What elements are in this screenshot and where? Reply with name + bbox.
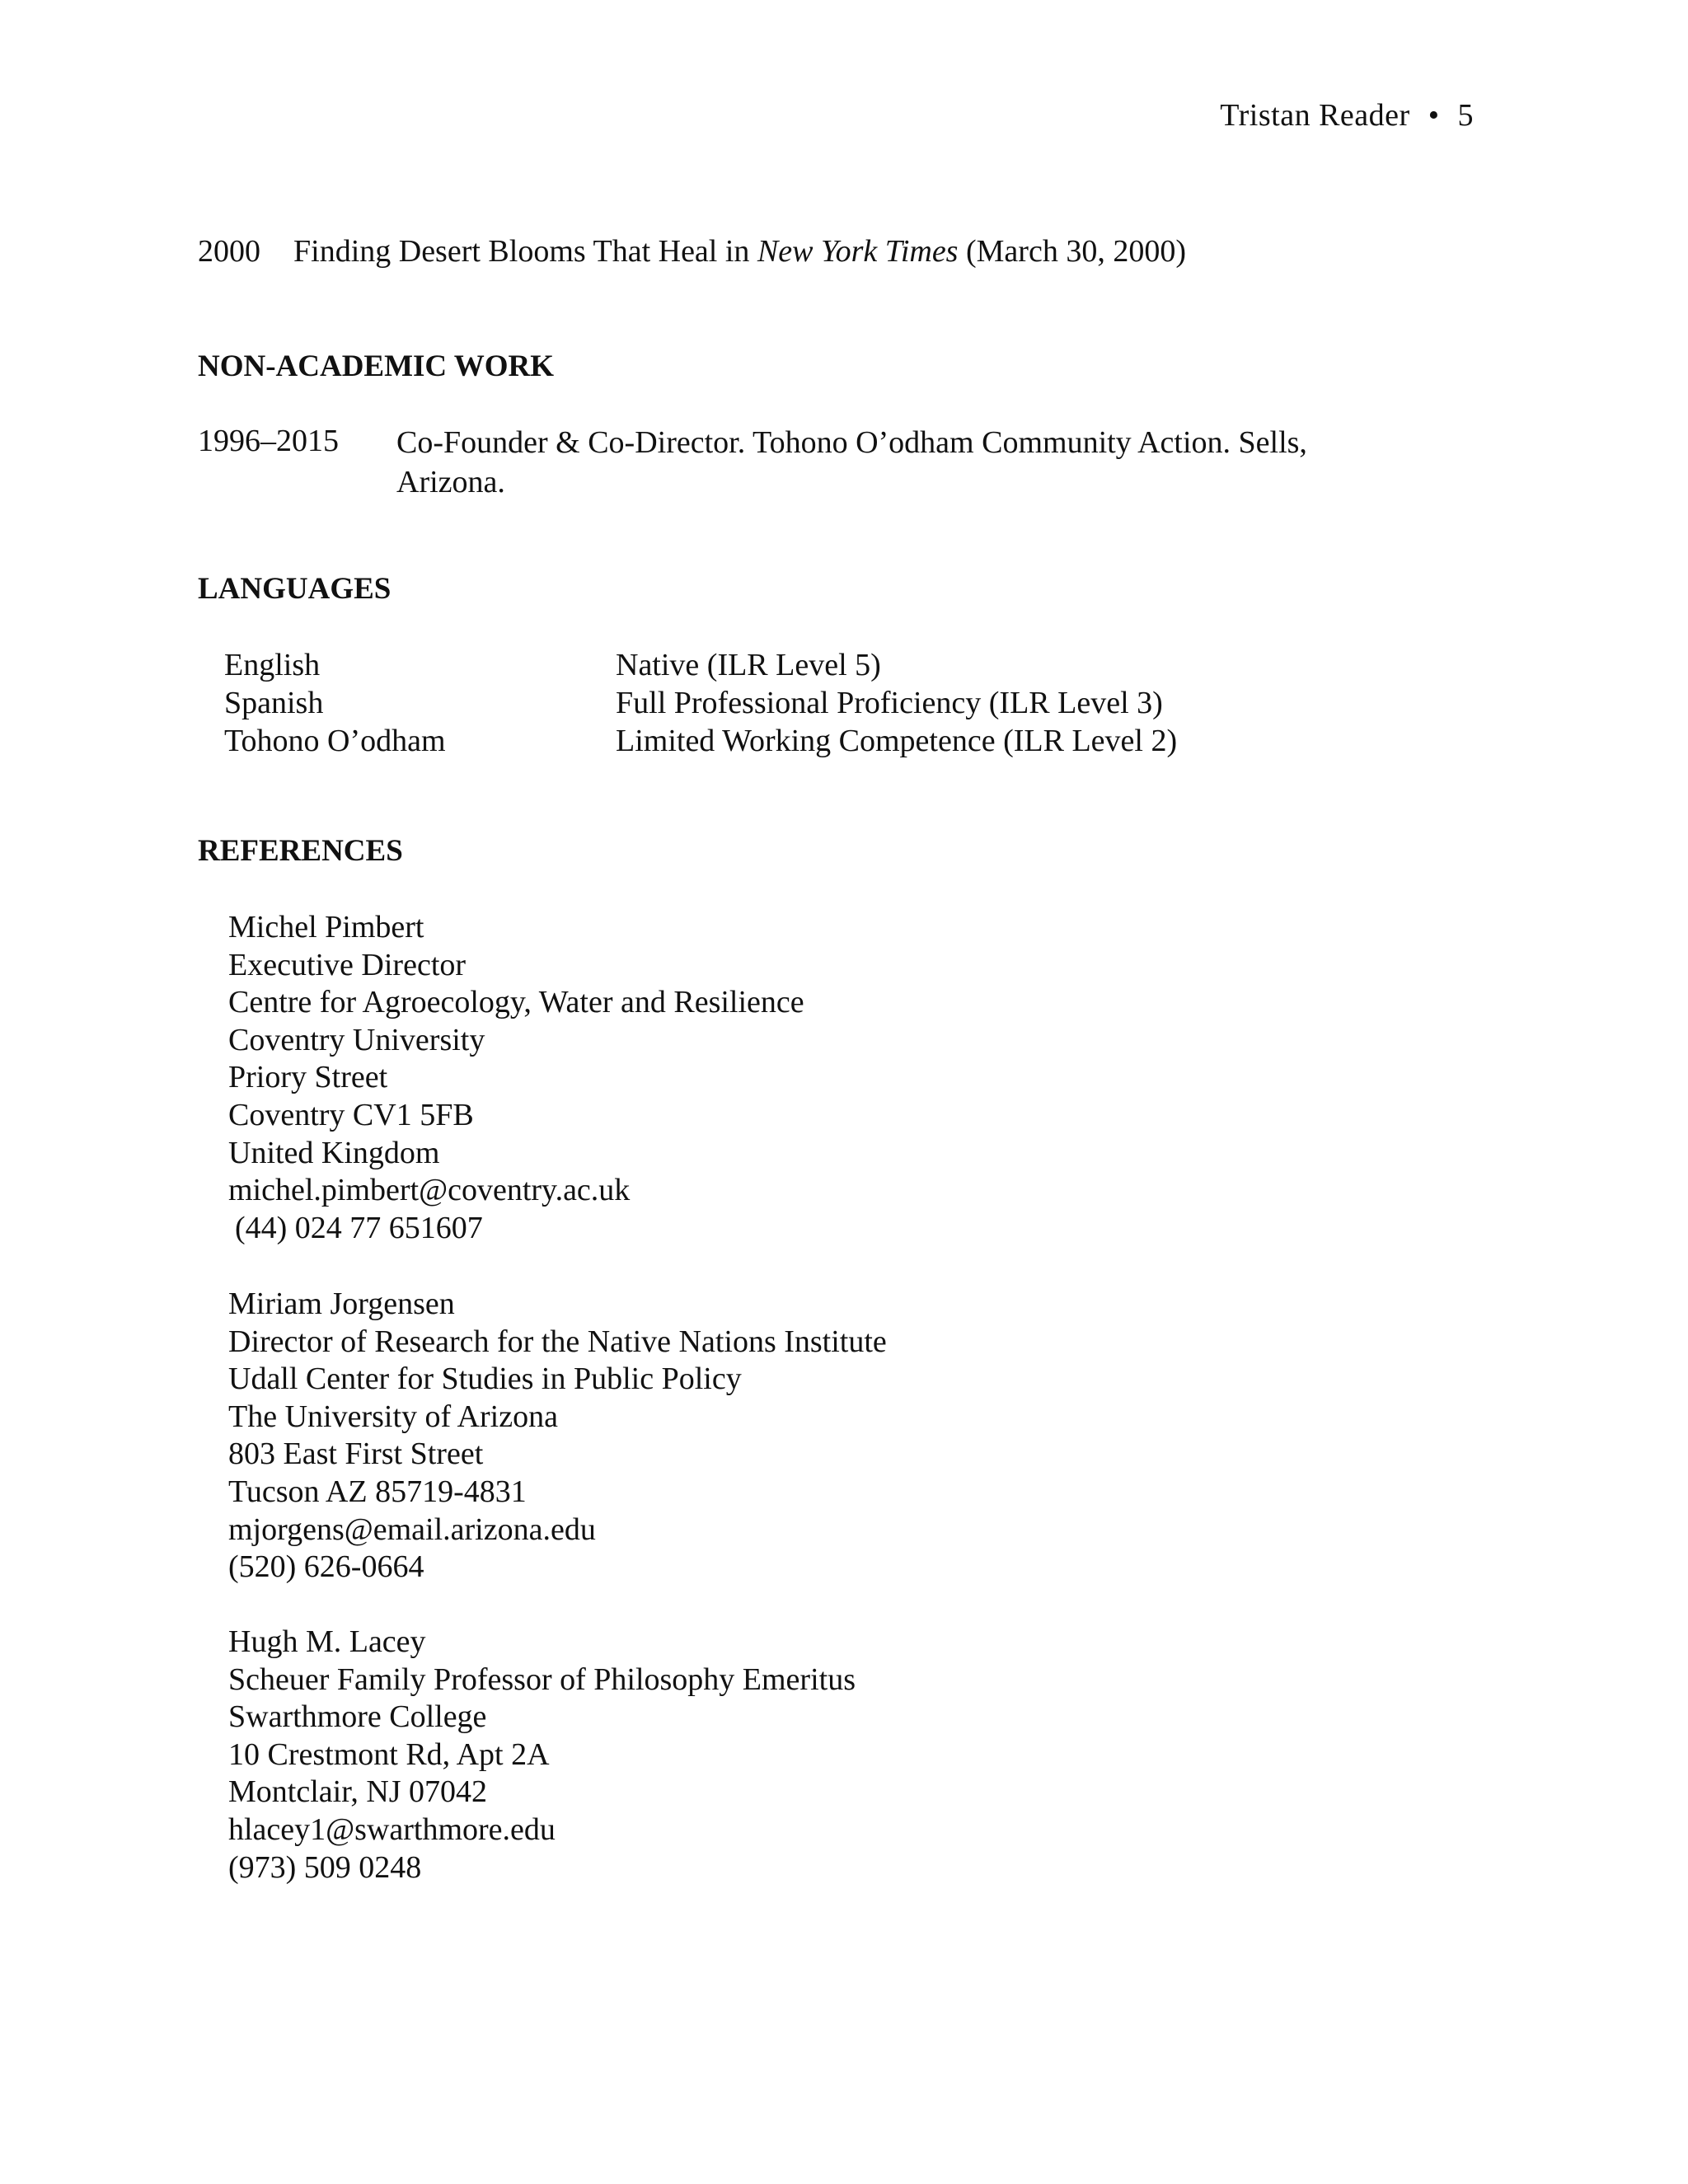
reference-name: Hugh M. Lacey [228,1624,426,1659]
publication-entry [293,233,1186,269]
work-description: Co-Founder & Co-Director. Tohono O’odham Community Action. Sells, Arizona. [396,425,1307,499]
reference-email[interactable]: hlacey1@swarthmore.edu [228,1811,556,1847]
non-academic-heading: NON-ACADEMIC WORK [198,349,555,383]
reference-country: United Kingdom [228,1135,440,1170]
reference-phone: (44) 024 77 651607 [235,1210,483,1245]
reference-email[interactable]: mjorgens@email.arizona.edu [228,1511,596,1547]
reference-email[interactable]: michel.pimbert@coventry.ac.uk [228,1173,631,1208]
reference-organization: Centre for Agroecology, Water and Resilience [228,985,804,1020]
publication-title: Finding Desert Blooms That Heal in [293,234,757,269]
publication-year: 2000 [198,234,260,269]
work-years: 1996–2015 [198,424,339,458]
running-header [1220,97,1474,134]
language-level: Full Professional Proficiency (ILR Level 3) [616,686,1163,720]
references-heading: REFERENCES [198,834,403,868]
reference-name: Miriam Jorgensen [228,1286,455,1321]
reference-name: Michel Pimbert [228,910,424,944]
language-row [224,647,881,683]
reference-institution: The University of Arizona [228,1399,558,1434]
reference-entry [228,1624,856,1886]
reference-city: Coventry CV1 5FB [228,1097,474,1132]
reference-institution: Swarthmore College [228,1699,487,1735]
reference-organization: Udall Center for Studies in Public Policy [228,1361,742,1397]
reference-city: Tucson AZ 85719-4831 [228,1474,527,1509]
language-row [224,723,1177,759]
reference-entry [228,1286,887,1586]
reference-city: Montclair, NJ 07042 [228,1774,488,1810]
reference-title: Executive Director [228,947,467,982]
header-separator: • [1428,98,1440,133]
language-row [224,685,1163,721]
language-level: Limited Working Competence (ILR Level 2) [616,724,1178,758]
reference-street: 803 East First Street [228,1436,484,1472]
reference-title: Scheuer Family Professor of Philosophy Emeritus [228,1661,856,1697]
reference-street: Priory Street [228,1060,388,1095]
reference-phone: (973) 509 0248 [228,1849,422,1885]
reference-institution: Coventry University [228,1022,485,1057]
publication-outlet: New York Times [757,234,959,269]
header-author: Tristan Reader [1220,98,1410,133]
reference-street: 10 Crestmont Rd, Apt 2A [228,1736,550,1772]
reference-title: Director of Research for the Native Nations Institute [228,1324,887,1359]
language-name: Spanish [224,686,324,720]
language-name: English [224,648,321,682]
page-number: 5 [1457,98,1474,133]
languages-heading: LANGUAGES [198,572,392,606]
language-level: Native (ILR Level 5) [616,648,881,682]
reference-phone: (520) 626-0664 [228,1549,424,1585]
language-name: Tohono O’odham [224,724,446,758]
publication-date: (March 30, 2000) [958,234,1186,269]
reference-entry [228,909,804,1247]
